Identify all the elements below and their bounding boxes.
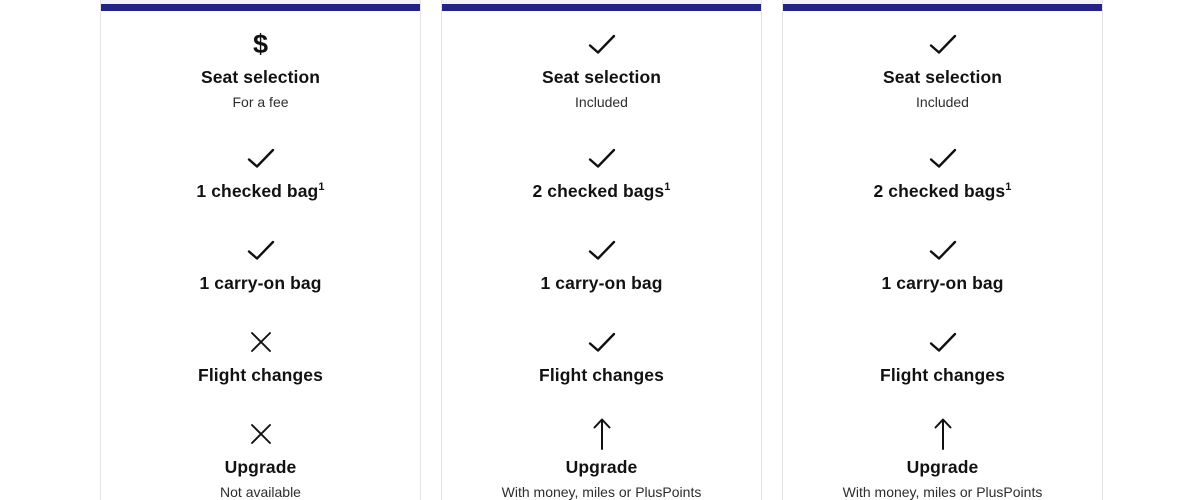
feature-flight-changes [783,326,1102,386]
feature-title: Upgrade [565,457,638,477]
feature-title: Upgrade [224,457,297,477]
fare-card-3 [782,0,1103,500]
feature-checked-bags [442,142,761,202]
feature-title: 1 carry-on bag [540,273,663,293]
x-icon [101,418,420,450]
feature-list [783,11,1102,500]
feature-flight-changes [442,326,761,386]
feature-seat-selection [783,28,1102,110]
feature-list [442,11,761,500]
fare-card-2 [441,0,762,500]
feature-subtitle: Included [916,94,969,110]
dollar-icon: $ [252,29,269,59]
feature-subtitle: With money, miles or PlusPoints [842,484,1043,500]
feature-upgrade [442,418,761,500]
feature-title: Upgrade [906,457,979,477]
feature-subtitle: Included [575,94,628,110]
card-accent-bar [442,4,761,11]
feature-flight-changes [101,326,420,386]
check-icon [783,326,1102,358]
check-icon [101,234,420,266]
feature-list [101,11,420,500]
feature-title: 2 checked bags$^1$ [532,181,671,201]
arrow-up-icon [783,418,1102,450]
feature-title: Flight changes [198,365,323,385]
feature-subtitle: For a fee [232,94,289,110]
feature-title: 1 checked bag$^1$ [196,181,325,201]
feature-subtitle: Not available [220,484,301,500]
fare-card-1 [100,0,421,500]
feature-title: 2 checked bags$^1$ [873,181,1012,201]
check-icon [101,142,420,174]
check-icon [442,234,761,266]
feature-checked-bag [101,142,420,202]
arrow-up-icon [442,418,761,450]
card-accent-bar [101,4,420,11]
feature-subtitle: With money, miles or PlusPoints [501,484,702,500]
feature-upgrade [101,418,420,500]
feature-title: Seat selection [541,67,662,87]
feature-title: Seat selection [200,67,321,87]
feature-seat-selection [101,28,420,110]
x-icon [101,326,420,358]
feature-upgrade [783,418,1102,500]
check-icon [783,234,1102,266]
feature-title: Seat selection [882,67,1003,87]
feature-title: Flight changes [539,365,664,385]
feature-title: Flight changes [880,365,1005,385]
card-accent-bar [783,4,1102,11]
feature-title: 1 carry-on bag [199,273,322,293]
feature-seat-selection [442,28,761,110]
feature-carry-on-bag [783,234,1102,294]
check-icon [442,28,761,60]
check-icon [442,326,761,358]
check-icon [442,142,761,174]
check-icon [783,28,1102,60]
feature-checked-bags [783,142,1102,202]
feature-carry-on-bag [442,234,761,294]
feature-carry-on-bag [101,234,420,294]
feature-title: 1 carry-on bag [881,273,1004,293]
check-icon [783,142,1102,174]
